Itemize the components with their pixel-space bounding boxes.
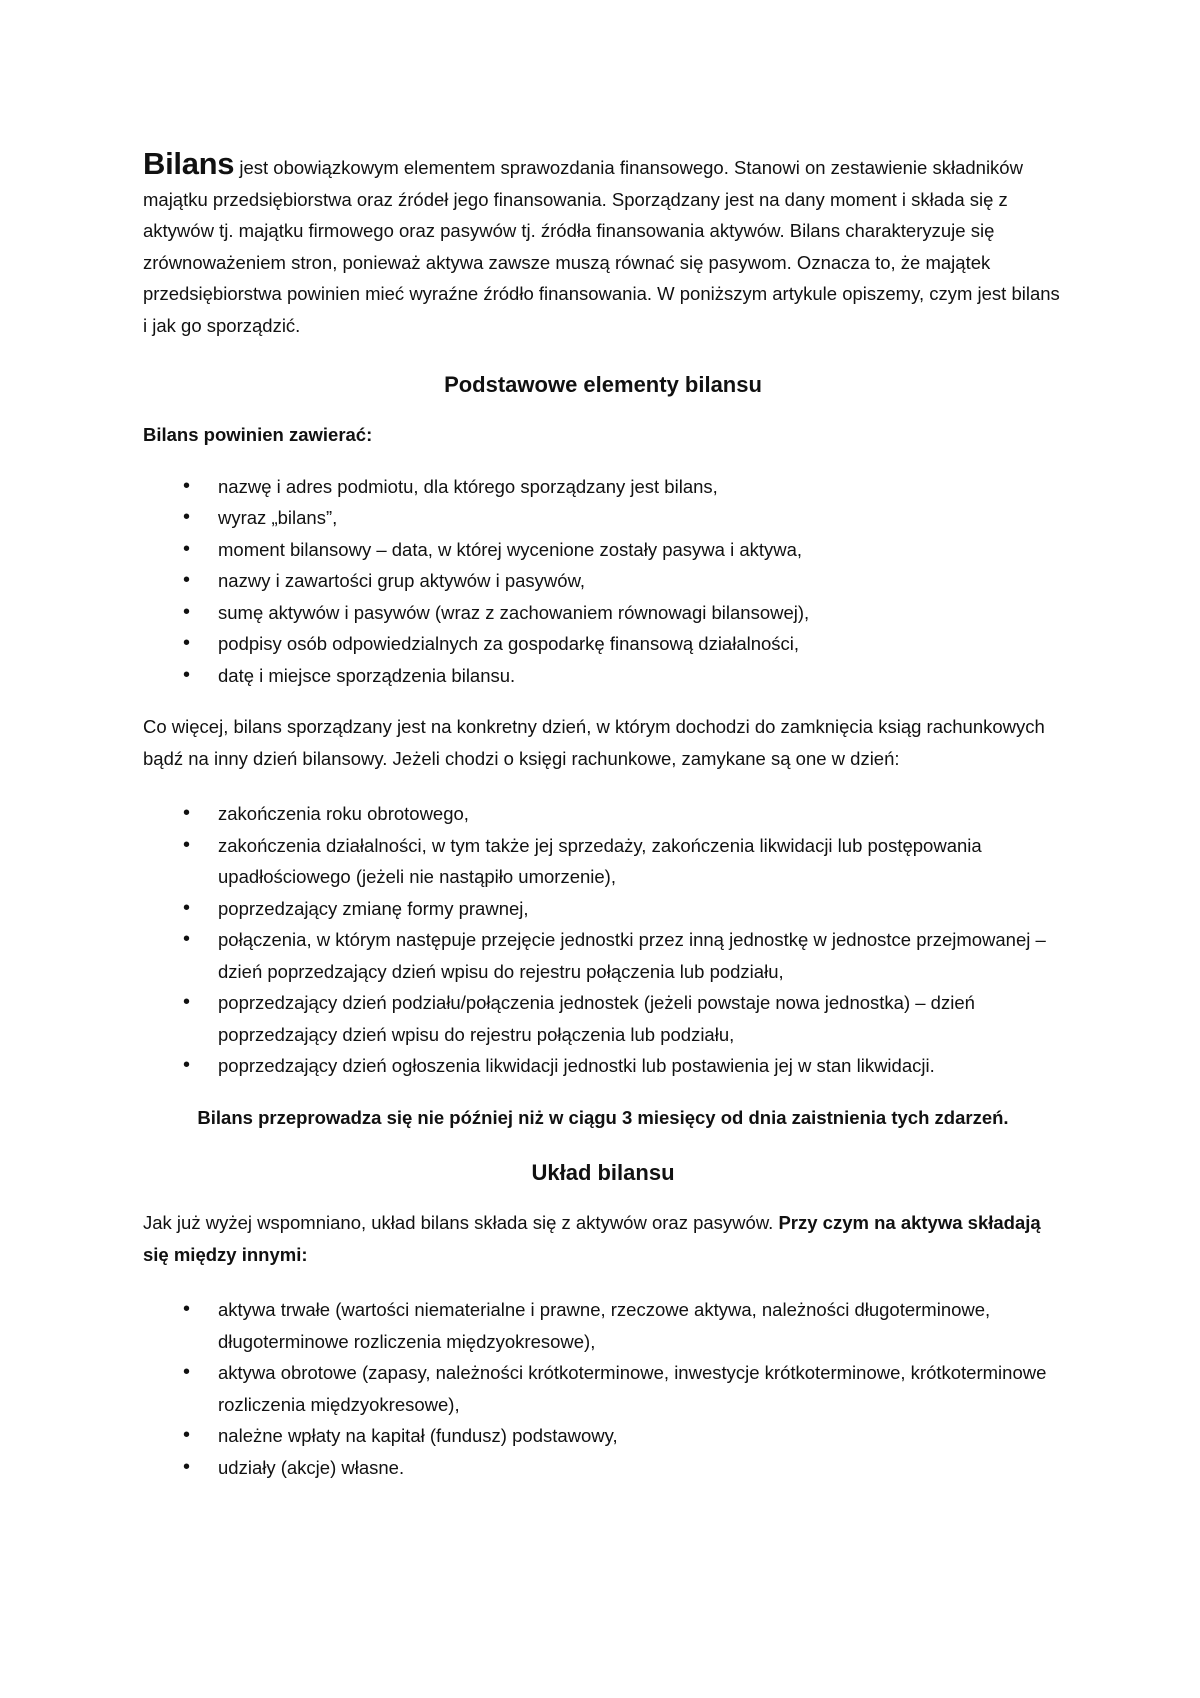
list-item: • datę i miejsce sporządzenia bilansu.: [143, 660, 1063, 692]
list-item: • zakończenia roku obrotowego,: [143, 798, 1063, 830]
layout-paragraph-plain: Jak już wyżej wspomniano, układ bilans składa się z aktywów oraz pasywów.: [143, 1212, 779, 1233]
list-item: • należne wpłaty na kapitał (fundusz) podstawowy,: [143, 1420, 1063, 1452]
layout-paragraph: [143, 1207, 1063, 1270]
list-item: • sumę aktywów i pasywów (wraz z zachowaniem równowagi bilansowej),: [143, 597, 1063, 629]
assets-list: [143, 1294, 1063, 1483]
closing-books-paragraph: Co więcej, bilans sporządzany jest na konkretny dzień, w którym dochodzi do zamknięcia ksiąg rachunkowych bądź na inny dzień bilansowy. Jeżeli chodzi o księgi rachunkowe, zamykane są one w dzień:: [143, 716, 1045, 769]
section-heading-basic-elements: Podstawowe elementy bilansu: [444, 372, 762, 397]
balance-contents-list: [143, 471, 1063, 692]
document-page: [143, 148, 1063, 1503]
list-item: • połączenia, w którym następuje przejęcie jednostki przez inną jednostkę w jednostce przejmowanej – dzień poprzedzający dzień wpisu do rejestru połączenia lub podziału,: [143, 924, 1063, 987]
intro-lead-word: Bilans: [143, 146, 235, 181]
list-item: • aktywa trwałe (wartości niematerialne i prawne, rzeczowe aktywa, należności długoterminowe, długoterminowe rozliczenia międzyokresowe),: [143, 1294, 1063, 1357]
list-item: • aktywa obrotowe (zapasy, należności krótkoterminowe, inwestycje krótkoterminowe, krótkoterminowe rozliczenia międzyokresowe),: [143, 1357, 1063, 1420]
list-item: • nazwy i zawartości grup aktywów i pasywów,: [143, 565, 1063, 597]
list-item: • zakończenia działalności, w tym także jej sprzedaży, zakończenia likwidacji lub postępowania upadłościowego (jeżeli nie nastąpiło umorzenie),: [143, 830, 1063, 893]
closing-days-list: [143, 798, 1063, 1082]
list-item: • moment bilansowy – data, w której wycenione zostały pasywa i aktywa,: [143, 534, 1063, 566]
list-item: • poprzedzający dzień podziału/połączenia jednostek (jeżeli powstaje nowa jednostka) – dzień poprzedzający dzień wpisu do rejestru połączenia lub podziału,: [143, 987, 1063, 1050]
list-item: • udziały (akcje) własne.: [143, 1452, 1063, 1484]
list-item: • podpisy osób odpowiedzialnych za gospodarkę finansową działalności,: [143, 628, 1063, 660]
balance-contents-label: Bilans powinien zawierać:: [143, 424, 373, 445]
intro-text: jest obowiązkowym elementem sprawozdania finansowego. Stanowi on zestawienie składników majątku przedsiębiorstwa oraz źródeł jego finansowania. Sporządzany jest na dany moment i składa się z aktywów tj. majątku firmowego oraz pasywów tj. źródła finansowania aktywów. Bilans charakteryzuje się zrównoważeniem stron, ponieważ aktywa zawsze muszą równać się pasywom. Oznacza to, że majątek przedsiębiorstwa powinien mieć wyraźne źródło finansowania. W poniższym artykule opiszemy, czym jest bilans i jak go sporządzić.: [143, 157, 1060, 336]
list-item: • wyraz „bilans”,: [143, 502, 1063, 534]
intro-paragraph: [143, 148, 1063, 341]
list-item: • poprzedzający dzień ogłoszenia likwidacji jednostki lub postawienia jej w stan likwidacji.: [143, 1050, 1063, 1082]
list-item: • nazwę i adres podmiotu, dla którego sporządzany jest bilans,: [143, 471, 1063, 503]
list-item: • poprzedzający zmianę formy prawnej,: [143, 893, 1063, 925]
section-heading-layout: Układ bilansu: [531, 1160, 675, 1185]
deadline-note: Bilans przeprowadza się nie później niż w ciągu 3 miesięcy od dnia zaistnienia tych zdarzeń.: [197, 1106, 1009, 1128]
layout-paragraph-bold: Przy czym na aktywa składają się między innymi:: [143, 1212, 1041, 1265]
